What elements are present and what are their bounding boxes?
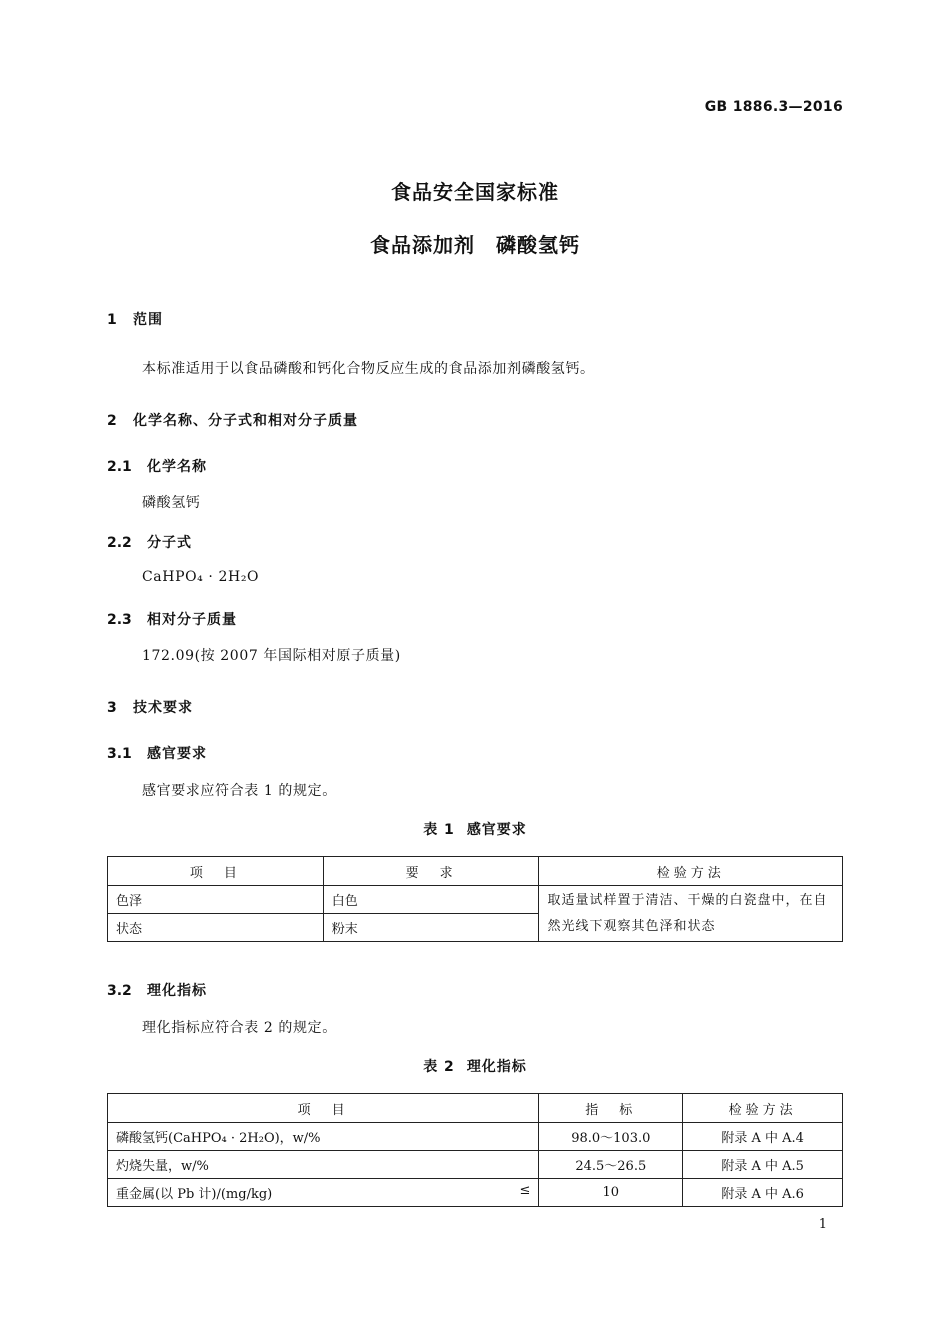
cell-item bbox=[108, 1151, 539, 1179]
section-3-heading bbox=[107, 697, 193, 717]
table-header-row bbox=[108, 1094, 843, 1123]
header-method: 检验方法 bbox=[683, 1094, 843, 1123]
section-2-1-heading bbox=[107, 456, 207, 476]
section-2-3-heading bbox=[107, 609, 237, 629]
section-number: 1 bbox=[107, 312, 118, 328]
header-item: 项 目 bbox=[108, 857, 324, 886]
cell-requirement: 粉末 bbox=[323, 914, 539, 942]
standard-number: GB 1886.3—2016 bbox=[704, 99, 843, 115]
cell-value: 98.0～103.0 bbox=[539, 1123, 683, 1151]
section-number: 2 bbox=[107, 413, 118, 429]
page-subtitle: 食品添加剂 磷酸氢钙 bbox=[370, 233, 580, 257]
cell-method: 取适量试样置于清洁、干燥的白瓷盘中，在自然光线下观察其色泽和状态 bbox=[539, 886, 843, 942]
cell-item bbox=[108, 1123, 539, 1151]
section-2-heading bbox=[107, 410, 358, 430]
table-row bbox=[108, 1151, 843, 1179]
caption-number: 表 1 bbox=[423, 822, 455, 838]
table-row bbox=[108, 886, 843, 914]
cell-method: 附录 A 中 A.4 bbox=[683, 1123, 843, 1151]
section-title: 感官要求 bbox=[147, 746, 207, 762]
section-2-2-heading bbox=[107, 532, 192, 552]
molecular-formula: CaHPO₄ · 2H₂O bbox=[142, 569, 260, 585]
section-number: 3.1 bbox=[107, 746, 132, 762]
caption-title: 理化指标 bbox=[466, 1059, 527, 1075]
section-title: 范围 bbox=[133, 312, 163, 328]
section-3-2-text: 理化指标应符合表 2 的规定。 bbox=[142, 1020, 337, 1036]
physicochemical-table bbox=[107, 1093, 843, 1207]
table-row bbox=[108, 1123, 843, 1151]
header-method: 检验方法 bbox=[539, 857, 843, 886]
section-3-1-heading bbox=[107, 743, 207, 763]
cell-item: 色泽 bbox=[108, 886, 324, 914]
section-title: 化学名称、分子式和相对分子质量 bbox=[133, 413, 358, 429]
page-title: 食品安全国家标准 bbox=[391, 180, 559, 204]
table-1-caption bbox=[0, 819, 950, 839]
cell-value: 24.5～26.5 bbox=[539, 1151, 683, 1179]
section-title: 理化指标 bbox=[147, 983, 207, 999]
section-number: 2.3 bbox=[107, 612, 132, 628]
section-3-2-heading bbox=[107, 980, 207, 1000]
section-number: 3.2 bbox=[107, 983, 132, 999]
table-header-row bbox=[108, 857, 843, 886]
section-title: 相对分子质量 bbox=[147, 612, 237, 628]
caption-number: 表 2 bbox=[423, 1059, 455, 1075]
section-3-1-text: 感官要求应符合表 1 的规定。 bbox=[142, 783, 337, 799]
header-item: 项 目 bbox=[108, 1094, 539, 1123]
item-label: 灼烧失量，w/% bbox=[116, 1159, 209, 1174]
page-number: 1 bbox=[818, 1217, 827, 1232]
section-number: 3 bbox=[107, 700, 118, 716]
section-1-text: 本标准适用于以食品磷酸和钙化合物反应生成的食品添加剂磷酸氢钙。 bbox=[142, 361, 595, 377]
cell-requirement: 白色 bbox=[323, 886, 539, 914]
section-title: 分子式 bbox=[147, 535, 192, 551]
chemical-name: 磷酸氢钙 bbox=[142, 495, 201, 511]
table-2-caption bbox=[0, 1056, 950, 1076]
section-title: 技术要求 bbox=[133, 700, 193, 716]
caption-title: 感官要求 bbox=[466, 822, 527, 838]
section-number: 2.1 bbox=[107, 459, 132, 475]
cell-value: 10 bbox=[539, 1179, 683, 1207]
section-title: 化学名称 bbox=[147, 459, 207, 475]
header-index: 指 标 bbox=[539, 1094, 683, 1123]
comparison-symbol: ≤ bbox=[519, 1183, 531, 1198]
item-label: 磷酸氢钙(CaHPO₄ · 2H₂O)，w/% bbox=[116, 1131, 321, 1146]
cell-method: 附录 A 中 A.6 bbox=[683, 1179, 843, 1207]
section-number: 2.2 bbox=[107, 535, 132, 551]
item-label: 重金属(以 Pb 计)/(mg/kg) bbox=[116, 1187, 273, 1202]
sensory-requirements-table bbox=[107, 856, 843, 942]
table-row bbox=[108, 1179, 843, 1207]
header-requirement: 要 求 bbox=[323, 857, 539, 886]
cell-method: 附录 A 中 A.5 bbox=[683, 1151, 843, 1179]
molecular-mass: 172.09(按 2007 年国际相对原子质量) bbox=[142, 648, 401, 664]
cell-item: 状态 bbox=[108, 914, 324, 942]
cell-item bbox=[108, 1179, 539, 1207]
section-1-heading bbox=[107, 309, 163, 329]
